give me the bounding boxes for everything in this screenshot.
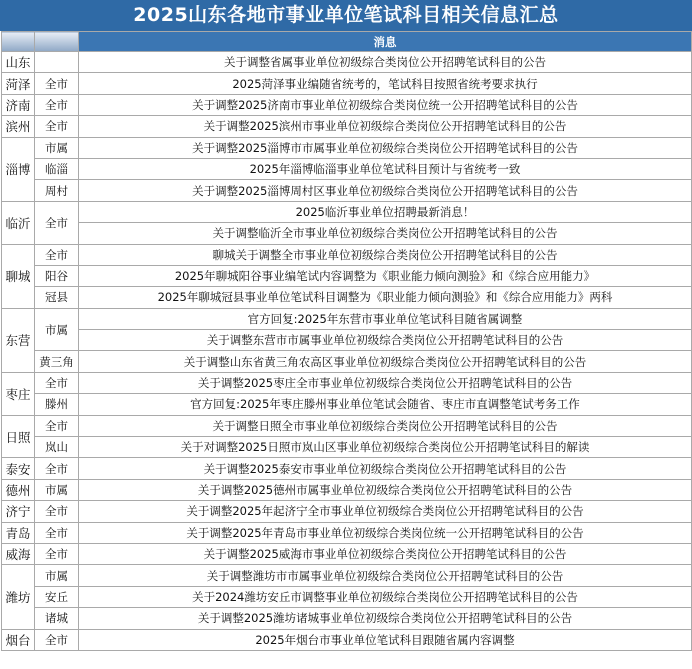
message-link[interactable]: 2025年聊城冠县事业单位笔试科目调整为《职业能力倾向测验》和《综合应用能力》两科 [79,287,692,308]
city-cell: 阳谷 [35,265,79,286]
province-cell: 青岛 [2,522,35,543]
city-cell: 市属 [35,479,79,500]
table-row [2,244,692,265]
province-cell: 山东 [2,52,35,73]
message-link[interactable]: 关于调整省属事业单位初级综合类岗位公开招聘笔试科目的公告 [79,52,692,73]
province-cell: 滨州 [2,116,35,137]
table-row [2,52,692,73]
message-link[interactable]: 2025年聊城阳谷事业编笔试内容调整为《职业能力倾向测验》和《综合应用能力》 [79,265,692,286]
city-cell: 全市 [35,201,79,244]
city-cell: 全市 [35,415,79,436]
message-link[interactable]: 关于调整东营市市属事业单位初级综合类岗位公开招聘笔试科目的公告 [79,330,692,351]
table-row [2,158,692,179]
table-row [2,180,692,201]
city-cell: 安丘 [35,586,79,607]
header-blank-province [2,32,35,52]
info-table [1,31,692,651]
city-cell: 市属 [35,137,79,158]
province-cell: 东营 [2,308,35,372]
city-cell: 全市 [35,94,79,115]
table-row [2,543,692,564]
message-link[interactable]: 关于2024潍坊安丘市调整事业单位初级综合类岗位公开招聘笔试科目的公告 [79,586,692,607]
province-cell: 济宁 [2,501,35,522]
province-cell: 日照 [2,415,35,458]
table-row [2,586,692,607]
message-link[interactable]: 关于调整2025济南市事业单位初级综合类岗位统一公开招聘笔试科目的公告 [79,94,692,115]
table-row [2,94,692,115]
message-link[interactable]: 关于调整2025淄博周村区事业单位初级综合类岗位公开招聘笔试科目的公告 [79,180,692,201]
city-cell: 全市 [35,543,79,564]
message-link[interactable]: 关于调整2025潍坊诸城事业单位初级综合类岗位公开招聘笔试科目的公告 [79,608,692,629]
message-link[interactable]: 关于调整日照全市事业单位初级综合类岗位公开招聘笔试科目的公告 [79,415,692,436]
message-link[interactable]: 关于调整2025滨州市事业单位初级综合类岗位公开招聘笔试科目的公告 [79,116,692,137]
table-row [2,565,692,586]
table-row [2,73,692,94]
message-link[interactable]: 关于调整2025年青岛市事业单位初级综合类岗位统一公开招聘笔试科目的公告 [79,522,692,543]
city-cell: 冠县 [35,287,79,308]
province-cell: 德州 [2,479,35,500]
table-row [2,394,692,415]
province-cell: 烟台 [2,629,35,650]
message-link[interactable]: 关于调整2025威海市事业单位初级综合类岗位公开招聘笔试科目的公告 [79,543,692,564]
province-cell: 临沂 [2,201,35,244]
header-message: 消息 [79,32,692,52]
table-row [2,437,692,458]
message-link[interactable]: 关于调整2025枣庄全市事业单位初级综合类岗位公开招聘笔试科目的公告 [79,372,692,393]
city-cell: 全市 [35,116,79,137]
message-link[interactable]: 2025年烟台市事业单位笔试科目跟随省属内容调整 [79,629,692,650]
table-row [2,287,692,308]
city-cell: 全市 [35,244,79,265]
table-row [2,522,692,543]
city-cell: 全市 [35,458,79,479]
table-row [2,308,692,329]
province-cell: 威海 [2,543,35,564]
province-cell: 济南 [2,94,35,115]
city-cell: 诸城 [35,608,79,629]
message-link[interactable]: 关于调整2025淄博市市属事业单位初级综合类岗位公开招聘笔试科目的公告 [79,137,692,158]
message-link[interactable]: 2025年淄博临淄事业单位笔试科目预计与省统考一致 [79,158,692,179]
message-link[interactable]: 2025菏泽事业编随省统考的，笔试科目按照省统考要求执行 [79,73,692,94]
table-row [2,137,692,158]
page-title: 2025山东各地市事业单位笔试科目相关信息汇总 [0,0,692,31]
message-link[interactable]: 关于调整2025年起济宁全市事业单位初级综合类岗位公开招聘笔试科目的公告 [79,501,692,522]
city-cell [35,52,79,73]
message-link[interactable]: 关于调整2025德州市属事业单位初级综合类岗位公开招聘笔试科目的公告 [79,479,692,500]
province-cell: 泰安 [2,458,35,479]
city-cell: 市属 [35,565,79,586]
province-cell: 聊城 [2,244,35,308]
city-cell: 滕州 [35,394,79,415]
message-link[interactable]: 关于对调整2025日照市岚山区事业单位初级综合类岗位公开招聘笔试科目的解读 [79,437,692,458]
message-link[interactable]: 关于调整2025泰安市事业单位初级综合类岗位公开招聘笔试科目的公告 [79,458,692,479]
city-cell: 岚山 [35,437,79,458]
province-cell: 枣庄 [2,372,35,415]
city-cell: 黄三角 [35,351,79,372]
province-cell: 菏泽 [2,73,35,94]
table-row [2,458,692,479]
table-row [2,351,692,372]
city-cell: 全市 [35,372,79,393]
city-cell: 市属 [35,308,79,351]
city-cell: 全市 [35,522,79,543]
table-row [2,501,692,522]
city-cell: 临淄 [35,158,79,179]
province-cell: 潍坊 [2,565,35,629]
city-cell: 全市 [35,629,79,650]
message-link[interactable]: 关于调整潍坊市市属事业单位初级综合类岗位公开招聘笔试科目的公告 [79,565,692,586]
table-header-row [2,32,692,52]
message-link[interactable]: 2025临沂事业单位招聘最新消息！ [79,201,692,222]
message-link[interactable]: 关于调整临沂全市事业单位初级综合类岗位公开招聘笔试科目的公告 [79,223,692,244]
message-link[interactable]: 官方回复:2025年东营市事业单位笔试科目随省属调整 [79,308,692,329]
table-row [2,629,692,650]
message-link[interactable]: 官方回复:2025年枣庄滕州事业单位笔试会随省、枣庄市直调整笔试考务工作 [79,394,692,415]
city-cell: 全市 [35,73,79,94]
table-row [2,201,692,222]
table-row [2,265,692,286]
city-cell: 全市 [35,501,79,522]
table-row [2,479,692,500]
table-row [2,372,692,393]
message-link[interactable]: 聊城关于调整全市事业单位初级综合类岗位公开招聘笔试科目的公告 [79,244,692,265]
province-cell: 淄博 [2,137,35,201]
message-link[interactable]: 关于调整山东省黄三角农高区事业单位初级综合类岗位公开招聘笔试科目的公告 [79,351,692,372]
header-blank-city [35,32,79,52]
table-row [2,415,692,436]
table-row [2,223,692,244]
table-row [2,116,692,137]
city-cell: 周村 [35,180,79,201]
table-row [2,608,692,629]
table-row [2,330,692,351]
